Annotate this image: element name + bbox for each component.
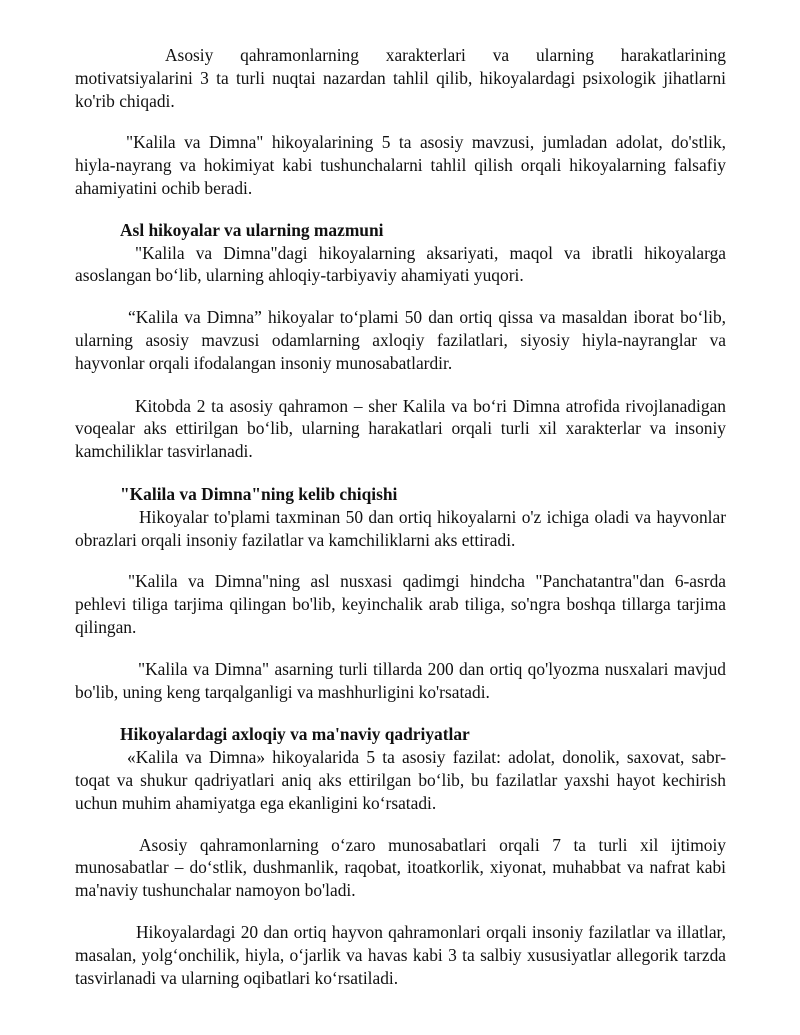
section-heading-origin: "Kalila va Dimna"ning kelib chiqishi bbox=[120, 483, 398, 504]
intro-paragraph-characters: Asosiy qahramonlarning xarakterlari va ularning harakatlarining motivatsiyalarini 3 ta turli nuqtai nazardan tahlil qilib, hikoyalardagi psixologik jihatlarni ko'rib chiqadi. bbox=[75, 45, 726, 111]
paragraph-social-relations: Asosiy qahramonlarning o‘zaro munosabatlari orqali 7 ta turli xil ijtimoiy munosabatlar – do‘stlik, dushmanlik, raqobat, itoatkorlik, xiyonat, muhabbat va nafrat kabi ma'naviy tushunchalar namoyon bo'ladi. bbox=[75, 834, 726, 901]
section-heading-original-stories: Asl hikoyalar va ularning mazmuni bbox=[120, 219, 384, 240]
paragraph-manuscripts: "Kalila va Dimna" asarning turli tillarda 200 dan ortiq qo'lyozma nusxalari mavjud bo'lib, uning keng tarqalganligi va mashhurligini ko'rsatadi. bbox=[75, 658, 726, 702]
paragraph-collection: “Kalila va Dimna” hikoyalar to‘plami 50 dan ortiq qissa va masaldan iborat bo‘lib, ularning asosiy mavzusi odamlarning axloqiy fazilatlari, siyosiy hiyla-nayranglar va hayvonlar orqali ifodalangan insoniy munosabatlardir. bbox=[75, 307, 726, 373]
paragraph-translation-history: "Kalila va Dimna"ning asl nusxasi qadimgi hindcha "Panchatantra"dan 6-asrda pehlevi tiliga tarjima qilingan bo'lib, keyinchalik arab tiliga, so'ngra boshqa tillarga tarjima qilingan. bbox=[75, 571, 726, 637]
section-heading-moral-values: Hikoyalardagi axloqiy va ma'naviy qadriyatlar bbox=[120, 724, 470, 745]
intro-paragraph-themes: "Kalila va Dimna" hikoyalarining 5 ta asosiy mavzusi, jumladan adolat, do'stlik, hiyla-nayrang va hokimiyat kabi tushunchalarni tahlil qilish orqali hikoyalarning falsafiy ahamiyatini ochib beradi. bbox=[75, 132, 726, 198]
paragraph-story-count: Hikoyalar to'plami taxminan 50 dan ortiq hikoyalarni o'z ichiga oladi va hayvonlar obrazlari orqali insoniy fazilatlar va kamchiliklarni aks ettiradi. bbox=[75, 506, 726, 550]
document-page bbox=[75, 44, 726, 989]
paragraph-virtues: «Kalila va Dimna» hikoyalarida 5 ta asosiy fazilat: adolat, donolik, saxovat, sabr-toqat va shukur qadriyatlari aniq aks ettirilgan bo‘lib, bu fazilatlar yaxshi hayot kechirish uchun muhim ahamiyatga ega ekanligini ko‘rsatadi. bbox=[75, 747, 726, 813]
paragraph-main-heroes: Kitobda 2 ta asosiy qahramon – sher Kalila va bo‘ri Dimna atrofida rivojlanadigan voqealar aks ettirilgan bo‘lib, ularning harakatlari orqali turli xil xarakterlar va insoniy kamchiliklar tasvirlanadi. bbox=[75, 395, 726, 462]
paragraph-parables: "Kalila va Dimna"dagi hikoyalarning aksariyati, maqol va ibratli hikoyalarga asoslangan bo‘lib, ularning ahloqiy-tarbiyaviy ahamiyati yuqori. bbox=[75, 242, 726, 286]
paragraph-animal-characters: Hikoyalardagi 20 dan ortiq hayvon qahramonlari orqali insoniy fazilatlar va illatlar, masalan, yolg‘onchilik, hiyla, o‘jarlik va havas kabi 3 ta salbiy xususiyatlar allegorik tarzda tasvirlanadi va ularning oqibatlari ko‘rsatiladi. bbox=[75, 921, 726, 988]
